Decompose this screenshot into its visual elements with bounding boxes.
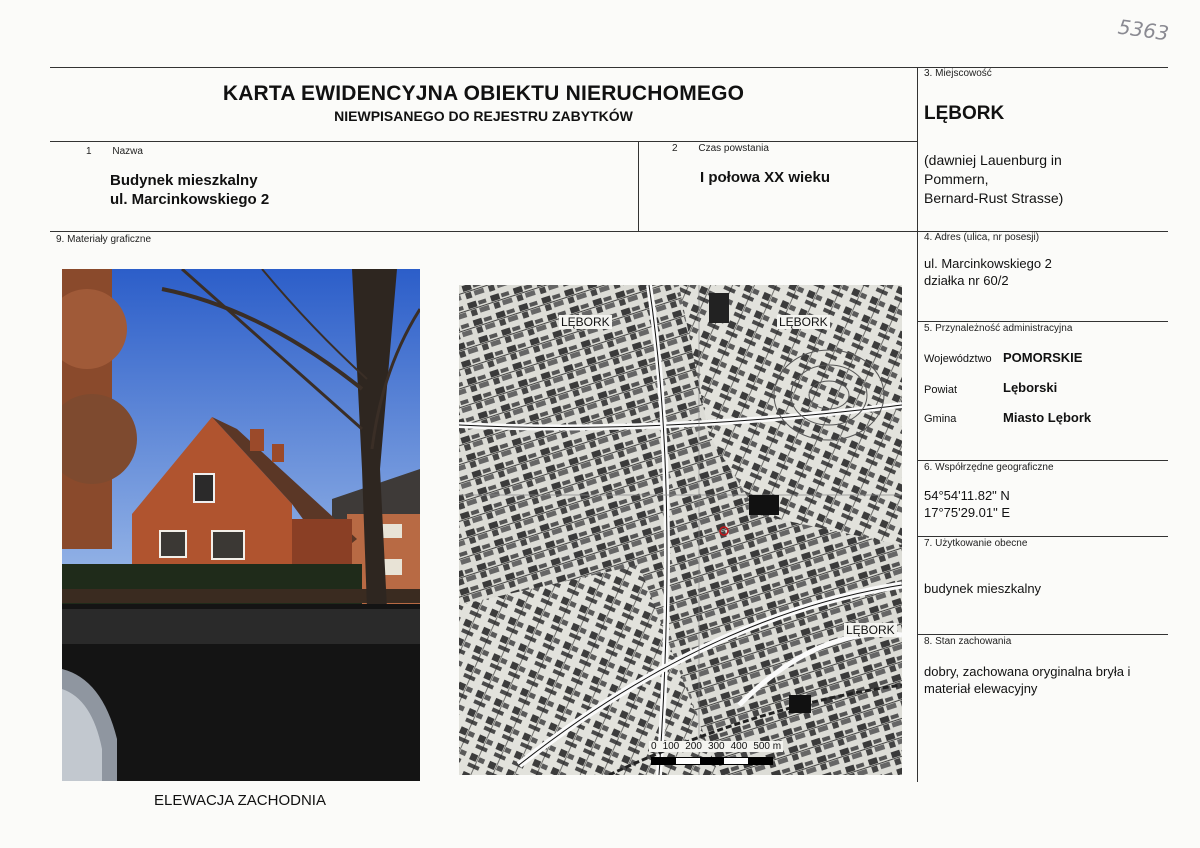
building-photo [62,269,420,781]
scale-label-0: 0 [651,741,657,752]
map-scale-labels [649,741,783,752]
powiat-value: Lęborski [1003,380,1058,395]
czas-label-text: Czas powstania [698,143,769,154]
gmina-value: Miasto Lębork [1003,410,1092,425]
gmina-label: Gmina [924,413,957,425]
wojewodztwo-label: Województwo [924,353,992,365]
czas-label [672,143,769,154]
przynaleznosc-label: 5. Przynależność administracyjna [924,323,1073,334]
nazwa-label [86,146,143,157]
miejscowosc-label: 3. Miejscowość [924,68,992,79]
card-subtitle: NIEWPISANEGO DO REJESTRU ZABYTKÓW [334,108,633,124]
wspolrzedne-label: 6. Współrzędne geograficzne [924,462,1054,473]
adres-line2: działka nr 60/2 [924,273,1009,288]
scale-label-500: 500 m [753,741,782,752]
city-map-drawing [459,285,902,775]
adres-line1: ul. Marcinkowskiego 2 [924,256,1052,271]
right-sep-8 [917,634,1168,635]
miejscowosc-value: LĘBORK [924,103,1005,124]
wspolrzedne-lon: 17°75'29.01" E [924,505,1011,520]
building-photo-drawing [62,269,420,781]
stan-label: 8. Stan zachowania [924,636,1012,647]
name-time-divider [638,141,639,231]
scale-label-400: 400 [730,741,748,752]
card-title: KARTA EWIDENCYJNA OBIEKTU NIERUCHOMEGO [222,82,745,105]
top-border [50,67,1168,68]
uzytkowanie-value: budynek mieszkalny [924,581,1042,596]
nazwa-label-text: Nazwa [112,146,143,157]
uzytkowanie-label: 7. Użytkowanie obecne [924,538,1028,549]
miejscowosc-note-1: (dawniej Lauenburg in [924,152,1062,168]
scale-label-200: 200 [685,741,702,752]
photo-caption: ELEWACJA ZACHODNIA [154,792,326,809]
scale-label-100: 100 [662,741,680,752]
materialy-label: 9. Materiały graficzne [56,234,152,245]
nazwa-value-line1: Budynek mieszkalny [110,172,258,189]
right-sep-5 [917,321,1168,322]
wspolrzedne-lat: 54°54'11.82" N [924,488,1010,503]
scale-label-300: 300 [707,741,725,752]
right-sep-6 [917,460,1168,461]
nazwa-number: 1 [86,146,92,157]
header-bottom-line [50,141,917,142]
stan-line1: dobry, zachowana oryginalna bryła i [924,664,1131,679]
map-label-lebork-3: LĘBORK [846,623,895,637]
wojewodztwo-value: POMORSKIE [1003,350,1083,365]
miejscowosc-note-2: Pommern, [924,171,989,187]
map-scale-bar [651,757,773,765]
miejscowosc-note-3: Bernard-Rust Strasse) [924,190,1064,206]
map-label-lebork-1: LĘBORK [561,315,610,329]
handwritten-number: 5363 [1116,14,1171,46]
stan-line2: materiał elewacyjny [924,681,1038,696]
czas-value: I połowa XX wieku [700,169,831,186]
city-map [459,285,902,775]
nazwa-value-line2: ul. Marcinkowskiego 2 [110,191,270,208]
map-label-lebork-2: LĘBORK [779,315,828,329]
right-column-divider [917,67,918,782]
adres-label: 4. Adres (ulica, nr posesji) [924,232,1040,243]
czas-number: 2 [672,143,678,154]
right-sep-7 [917,536,1168,537]
powiat-label: Powiat [924,384,958,396]
